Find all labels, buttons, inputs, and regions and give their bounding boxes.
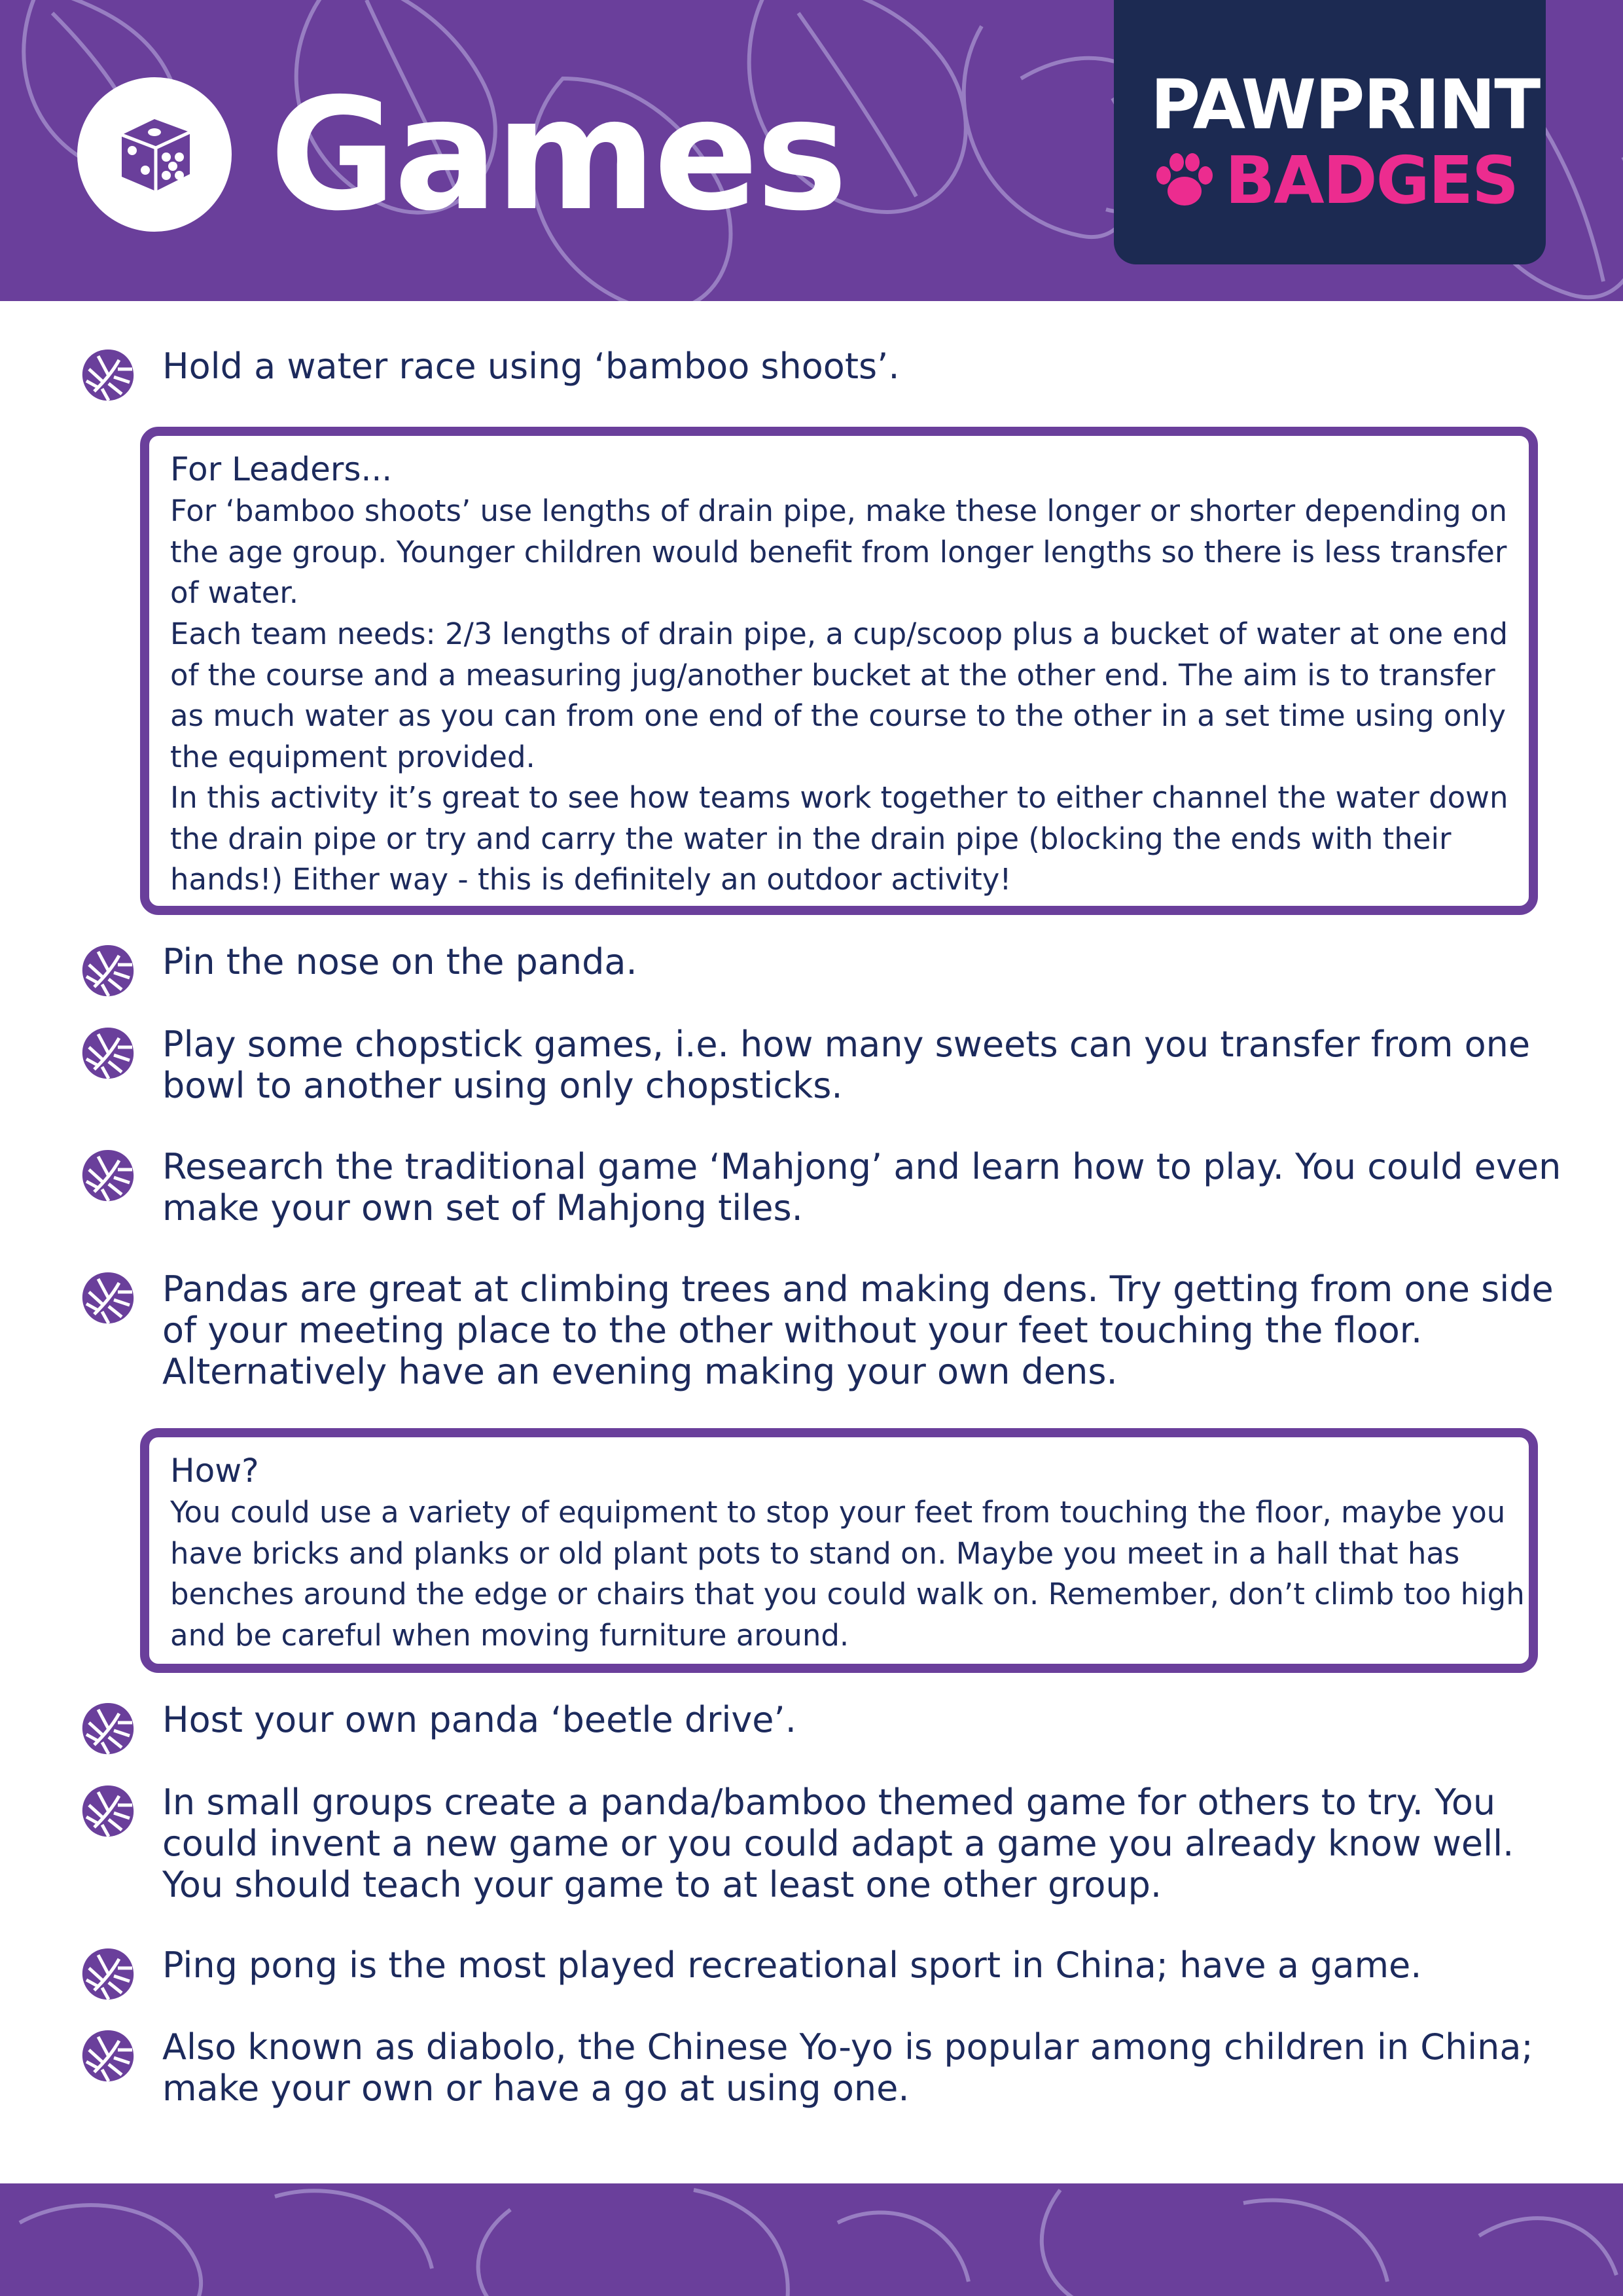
box-paragraph: Each team needs: 2/3 lengths of drain pipe, a cup/scoop plus a bucket of water at one end of the course and a measuring jug/another bucket at the other end. The aim is to transfer as much water as you can from one end of the course to the other in a set time using only the equipment provided.	[170, 617, 1508, 774]
how-note-box	[140, 1428, 1538, 1673]
monstera-leaf-icon	[79, 1699, 137, 1758]
box-paragraph: For ‘bamboo shoots’ use lengths of drain pipe, make these longer or shorter depending on the age group. Younger children would benefit from longer lengths so there is less transfer of water.	[170, 493, 1508, 610]
item-text: Also known as diabolo, the Chinese Yo-yo is popular among children in China; make your own or have a go at using one.	[162, 2026, 1533, 2109]
dice-icon	[109, 109, 200, 200]
box-paragraph: You could use a variety of equipment to stop your feet from touching the floor, maybe you have bricks and planks or old plant pots to stand on. Maybe you meet in a hall that has benches around the edge or chairs that you could walk on. Remember, don’t climb too high and be careful when moving furniture around.	[170, 1495, 1525, 1653]
monstera-leaf-icon	[79, 1782, 137, 1840]
page-title: Games	[270, 65, 846, 245]
item-text: Play some chopstick games, i.e. how many sweets can you transfer from one bowl to another using only chopsticks.	[162, 1024, 1531, 1106]
paw-icon	[1152, 148, 1217, 213]
leaders-note-box	[140, 427, 1538, 915]
box-title: How?	[170, 1452, 259, 1490]
item-text: Pandas are great at climbing trees and making dens. Try getting from one side of your meeting place to the other without your feet touching the floor. Alternatively have an evening making your own dens.	[162, 1268, 1554, 1392]
monstera-leaf-icon	[79, 2026, 137, 2085]
item-text: In small groups create a panda/bamboo themed game for others to try. You could invent a new game or you could adapt a game you already know well. You should teach your game to at least one other group.	[162, 1782, 1514, 1905]
item-text: Research the traditional game ‘Mahjong’ and learn how to play. You could even make your own set of Mahjong tiles.	[162, 1146, 1561, 1229]
logo-text-bottom-group	[1152, 141, 1518, 220]
item-text: Pin the nose on the panda.	[162, 941, 637, 982]
monstera-leaf-icon	[79, 346, 137, 404]
header-banner	[0, 0, 1623, 301]
box-paragraph: In this activity it’s great to see how teams work together to either channel the water down the drain pipe or try and carry the water in the drain pipe (blocking the ends with their hands!) Either way - this is definitely an outdoor activity!	[170, 780, 1508, 897]
monstera-leaf-icon	[79, 1945, 137, 2003]
item-text: Hold a water race using ‘bamboo shoots’.	[162, 346, 900, 387]
logo-text-bottom: BADGES	[1225, 142, 1518, 219]
dice-badge	[77, 77, 232, 232]
monstera-leaf-icon	[79, 1268, 137, 1327]
pawprint-badges-logo	[1114, 0, 1546, 264]
item-text: Host your own panda ‘beetle drive’.	[162, 1699, 796, 1740]
monstera-leaf-icon	[79, 1024, 137, 1083]
item-text: Ping pong is the most played recreational sport in China; have a game.	[162, 1945, 1422, 1986]
logo-text-top: PAWPRINT	[1150, 65, 1540, 145]
box-title: For Leaders...	[170, 450, 393, 488]
leaf-pattern-background	[0, 2183, 1623, 2296]
monstera-leaf-icon	[79, 941, 137, 1000]
footer-banner	[0, 2183, 1623, 2296]
monstera-leaf-icon	[79, 1146, 137, 1205]
